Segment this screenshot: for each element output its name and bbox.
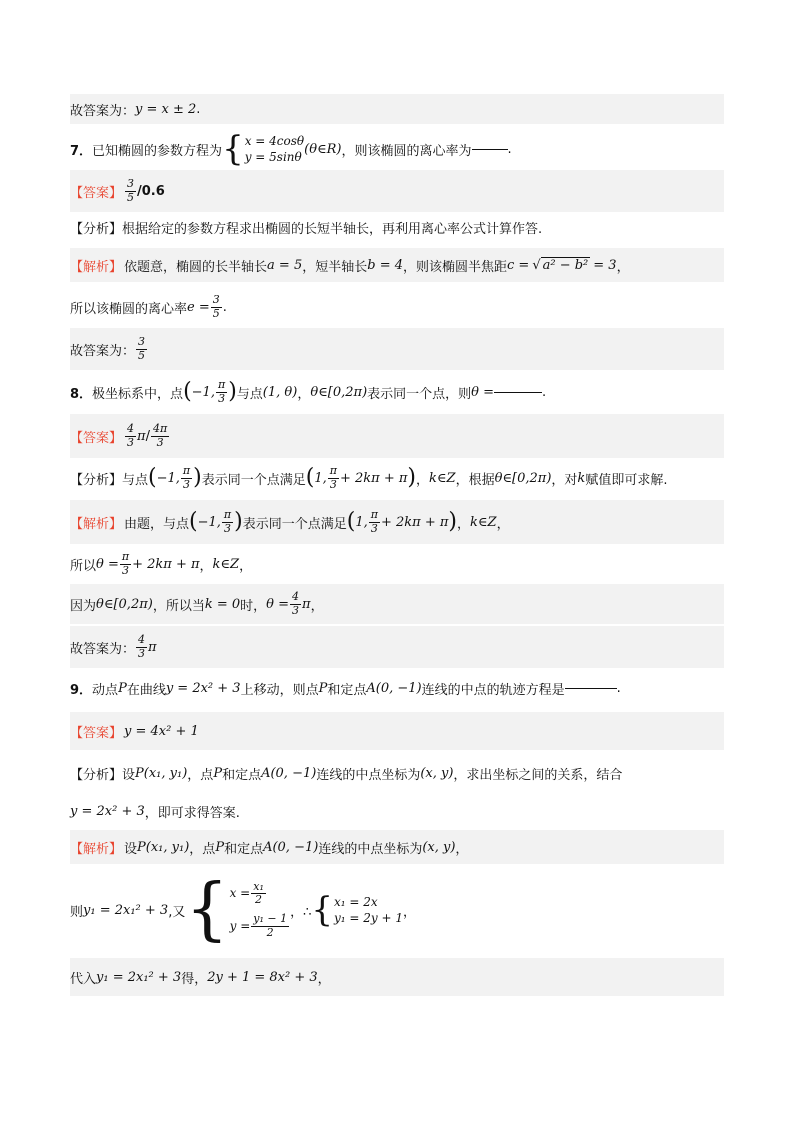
q8-sol2-theta: θ = <box>96 556 119 572</box>
q9-sol-text-2: ，点 <box>189 841 216 857</box>
q9-answer-line <box>70 712 724 750</box>
q7-solution-line-2 <box>70 288 724 326</box>
q9-sol2-system-2: { x₁ = 2x y₁ = 2y + 1 <box>311 890 404 930</box>
q7-sol-b: b = 4 <box>367 257 403 273</box>
q9-solution-line-2 <box>70 868 724 952</box>
q9-an-xy: (x, y) <box>420 765 454 781</box>
q9-sol-P: P(x₁, y₁) <box>137 839 190 855</box>
q8-point-1: −1, <box>191 384 215 400</box>
q7-eq-x: x = 4cosθ <box>244 133 305 148</box>
q9-sol2-text-3: ，∴ <box>290 904 312 920</box>
q9-an-p: P <box>213 765 223 781</box>
q7-sol-sqrt: a² − b² <box>542 258 589 273</box>
q9-text-3: 上移动，则点 <box>240 682 319 698</box>
q8-an-cond-fraction: $\frac{\pi}{3}$ <box>329 463 337 491</box>
q7-system: { x = 4cosθ y = 5sinθ <box>222 129 305 169</box>
q8-theta: θ = <box>471 384 495 400</box>
q9-an-text-3: 和定点 <box>222 767 262 783</box>
answer-tag: 【答案】 <box>70 185 123 201</box>
q9-text-4: 和定点 <box>327 682 367 698</box>
q9-p2: P <box>318 680 328 696</box>
q8-final-fraction: $\frac{4}{3}$ <box>138 632 146 660</box>
q9-an-P: P(x₁, y₁) <box>135 765 188 781</box>
q9-an-l2-text: ，即可求得答案. <box>144 805 240 821</box>
q8-solution-line-2 <box>70 544 724 584</box>
q7-solution-line-1: 【解析】 依题意，椭圆的长半轴长 a = 5 ，短半轴长 b = 4 ，则该椭圆半焦距 c = √ a² − b² = 3 ， <box>70 248 724 282</box>
q8-an-text-3: ， <box>416 472 430 488</box>
q9-analysis-line-1 <box>70 758 724 788</box>
q9-an-A: A(0, −1) <box>261 765 317 781</box>
q8-text-1: 极坐标系中，点 <box>92 386 184 402</box>
q8-sol-text-2: 表示同一个点满足 <box>242 516 347 532</box>
q8-range: θ∈[0,2π) <box>310 384 368 400</box>
q8-sol-cond-2: + 2kπ + π <box>381 514 449 530</box>
q8-sol2-rest: + 2kπ + π <box>132 556 200 572</box>
analysis-tag: 【分析】 <box>70 221 123 237</box>
q8-solution-line-3 <box>70 584 724 624</box>
q9-sol2-system-1: { x = $\frac{\text{x₁}}{2}$ y = $\frac{\text{y₁ − 1}}{2}$ <box>185 870 288 949</box>
q9-curve: y = 2x² + 3 <box>165 680 241 696</box>
q8-sol-text-4: ， <box>496 516 510 532</box>
q8-sol2-sep: ， <box>199 558 213 574</box>
q9-solution-line-3 <box>70 958 724 996</box>
q7-text-2: ，则该椭圆的离心率为 <box>341 143 472 159</box>
q8-answer-pi: π <box>137 428 146 444</box>
q7-answer-alt: /0.6 <box>137 183 165 199</box>
answer-tag: 【答案】 <box>70 725 123 741</box>
analysis-tag: 【分析】 <box>70 767 123 783</box>
q8-an-cond-1: 1, <box>314 470 327 486</box>
q9-sol2-text-2: ,又 <box>168 904 186 920</box>
q7-end: . <box>507 141 512 157</box>
q8-an-range: θ∈[0,2π) <box>494 470 552 486</box>
q9-solution-line-1 <box>70 830 724 864</box>
q8-sol3-fraction: $\frac{4}{3}$ <box>292 589 300 617</box>
q8-sol3-text-3: 时， <box>240 598 267 614</box>
q8-sol3-pi: π <box>302 596 311 612</box>
q7-eq-y: y = 5sinθ <box>244 150 302 164</box>
q9-sol-p: P <box>215 839 225 855</box>
q8-sol2-fraction: $\frac{\pi}{3}$ <box>121 549 130 577</box>
q7-answer-fraction: $\frac{3}{5}$ <box>127 176 135 204</box>
q9-blank <box>565 688 617 689</box>
q9-an-text-4: 连线的中点坐标为 <box>316 767 421 783</box>
q9-sol2-eq: y₁ = 2x₁² + 3 <box>83 902 169 918</box>
q7-analysis-text: 根据给定的参数方程求出椭圆的长短半轴长，再利用离心率公式计算作答. <box>122 221 543 237</box>
q9-analysis-line-2 <box>70 796 724 826</box>
q8-an-text-4: ，根据 <box>455 472 495 488</box>
q8-answer-fraction-2: $\frac{4\pi}{3}$ <box>152 421 168 449</box>
q9-sol-text-4: 连线的中点坐标为 <box>318 841 423 857</box>
q7-sol2-fraction: $\frac{3}{5}$ <box>212 292 220 320</box>
q9-sol3-eq2: 2y + 1 = 8x² + 3 <box>207 969 318 985</box>
q9-text-1: 动点 <box>92 682 119 698</box>
prev-answer-end: . <box>196 101 201 117</box>
solution-tag: 【解析】 <box>70 841 123 857</box>
q8-text-2: 与点 <box>236 386 263 402</box>
q8-an-text-5: ，对 <box>551 472 578 488</box>
q8-answer-fraction-1: $\frac{4}{3}$ <box>127 421 135 449</box>
q8-sol3-k: k = 0 <box>204 596 241 612</box>
q7-text: 已知椭圆的参数方程为 <box>92 143 223 159</box>
q8-sol-text-1: 由题，与点 <box>124 516 190 532</box>
q7-sol-c-value: = 3 <box>593 257 617 273</box>
q9-an-l2-eq: y = 2x² + 3 <box>70 803 145 819</box>
q8-point-2: (1, θ) <box>262 384 298 400</box>
q8-number: 8． <box>70 386 93 402</box>
answer-tag: 【答案】 <box>70 430 123 446</box>
q8-analysis-line: 【分析】 与点 ( −1, $\frac{\pi}{3}$ ) 表示同一个点满足 ( 1, $\frac{\pi}{3}$ + 2kπ + π ) ， k∈Z ，根据 θ∈[0,2π) ，对 k 赋值即可求解. <box>70 463 668 491</box>
q8-an-text-2: 表示同一个点满足 <box>201 472 306 488</box>
q8-sol-cond-1: 1, <box>355 514 368 530</box>
q8-sol2-end: ， <box>239 558 253 574</box>
q8-solution-line-1: 【解析】 由题，与点 ( −1, $\frac{\pi}{3}$ ) 表示同一个点满足 ( 1, $\frac{\pi}{3}$ + 2kπ + π ) ， k∈Z ， <box>70 500 724 544</box>
q8-an-text-6: 赋值即可求解. <box>585 472 668 488</box>
q9-sol-xy: (x, y) <box>422 839 456 855</box>
q7-sol-text-2: ，短半轴长 <box>302 259 368 275</box>
q8-sol-text-3: ， <box>457 516 471 532</box>
q8-end: . <box>542 384 547 400</box>
q8-an-cond-2: + 2kπ + π <box>340 470 408 486</box>
q8-sol2-k: k∈Z <box>212 556 240 572</box>
q9-number: 9． <box>70 682 93 698</box>
q8-text-3: ， <box>297 386 311 402</box>
q8-an-point-fraction: $\frac{\pi}{3}$ <box>182 463 191 491</box>
prev-answer-line <box>70 94 724 124</box>
q9-text-2: 在曲线 <box>126 682 166 698</box>
prev-answer-math: y = x ± 2 <box>135 101 197 117</box>
q7-sol2-text: 所以该椭圆的离心率 <box>70 301 188 317</box>
q8-sol-cond-fraction: $\frac{\pi}{3}$ <box>370 507 378 535</box>
question-9 <box>70 672 724 704</box>
q9-an-text-2: ，点 <box>187 767 214 783</box>
q9-sol3-text-1: 代入 <box>70 971 97 987</box>
q7-condition: (θ∈R) <box>304 141 342 157</box>
q9-sol-text-1: 设 <box>124 841 138 857</box>
q7-sol-text-4: ， <box>616 259 630 275</box>
q9-sol2-text-1: 则 <box>70 904 84 920</box>
q8-sol3-text-2: ，所以当 <box>152 598 205 614</box>
question-7 <box>70 128 724 170</box>
q7-blank <box>472 149 508 150</box>
q7-sol2-end: . <box>222 299 227 315</box>
q9-an-text-1: 设 <box>122 767 136 783</box>
q8-an-k: k∈Z <box>429 470 456 486</box>
q8-sol3-end: ， <box>310 598 324 614</box>
q7-sol-text-3: ，则该椭圆半焦距 <box>402 259 507 275</box>
q7-sol-c: c = <box>507 257 530 273</box>
q8-an-point: −1, <box>156 470 180 486</box>
q8-an-kvar: k <box>577 470 586 486</box>
q8-text-4: 表示同一个点，则 <box>367 386 472 402</box>
q7-number: 7． <box>70 143 93 159</box>
q8-point-1-fraction: $\frac{\pi}{3}$ <box>217 377 226 405</box>
q9-answer: y = 4x² + 1 <box>124 723 199 739</box>
q8-sol3-range: θ∈[0,2π) <box>96 596 153 612</box>
q8-sol3-text-1: 因为 <box>70 598 97 614</box>
q9-end: . <box>616 680 621 696</box>
q9-sol-A: A(0, −1) <box>263 839 319 855</box>
q8-sol-point: −1, <box>197 514 221 530</box>
q9-text-5: 连线的中点的轨迹方程是 <box>421 682 565 698</box>
q7-analysis-line <box>70 212 724 242</box>
solution-tag: 【解析】 <box>70 259 123 275</box>
q9-an-text-5: ，求出坐标之间的关系，结合 <box>453 767 623 783</box>
analysis-tag: 【分析】 <box>70 472 123 488</box>
q7-sol2-e: e = <box>187 299 210 315</box>
q8-sol-point-fraction: $\frac{\pi}{3}$ <box>223 507 232 535</box>
q7-sol-a: a = 5 <box>267 257 303 273</box>
q8-final-pi: π <box>148 639 157 655</box>
q9-sol3-end: ， <box>317 971 331 987</box>
q7-answer-line <box>70 170 724 212</box>
q8-answer-line <box>70 414 724 458</box>
q8-blank <box>494 392 542 393</box>
q8-sol2-text: 所以 <box>70 558 97 574</box>
q9-point-a: A(0, −1) <box>366 680 422 696</box>
q9-sol3-eq: y₁ = 2x₁² + 3 <box>96 969 182 985</box>
q8-sol3-theta: θ = <box>266 596 290 612</box>
question-8: 8． 极坐标系中，点 ( −1, $\frac{\pi}{3}$ ) 与点 (1, θ) ， θ∈[0,2π) 表示同一个点，则 θ = . <box>70 377 547 405</box>
q7-final-fraction: $\frac{3}{5}$ <box>138 334 146 362</box>
q7-final-label: 故答案为： <box>70 343 136 359</box>
q8-answer-sep: / <box>145 428 150 444</box>
q8-final-label: 故答案为： <box>70 641 136 657</box>
q9-sol2-end: ， <box>403 904 417 920</box>
q7-final-line <box>70 328 724 370</box>
q7-sol-text-1: 依题意，椭圆的长半轴长 <box>124 259 268 275</box>
q8-sol-k: k∈Z <box>470 514 497 530</box>
q9-sol3-text-2: 得， <box>181 971 208 987</box>
q8-final-line <box>70 626 724 668</box>
q8-an-text-1: 与点 <box>122 472 149 488</box>
q9-p: P <box>118 680 127 696</box>
q9-sol-text-5: ， <box>455 841 469 857</box>
q9-sol-text-3: 和定点 <box>224 841 264 857</box>
prev-answer-label: 故答案为： <box>70 103 136 119</box>
solution-tag: 【解析】 <box>70 516 123 532</box>
